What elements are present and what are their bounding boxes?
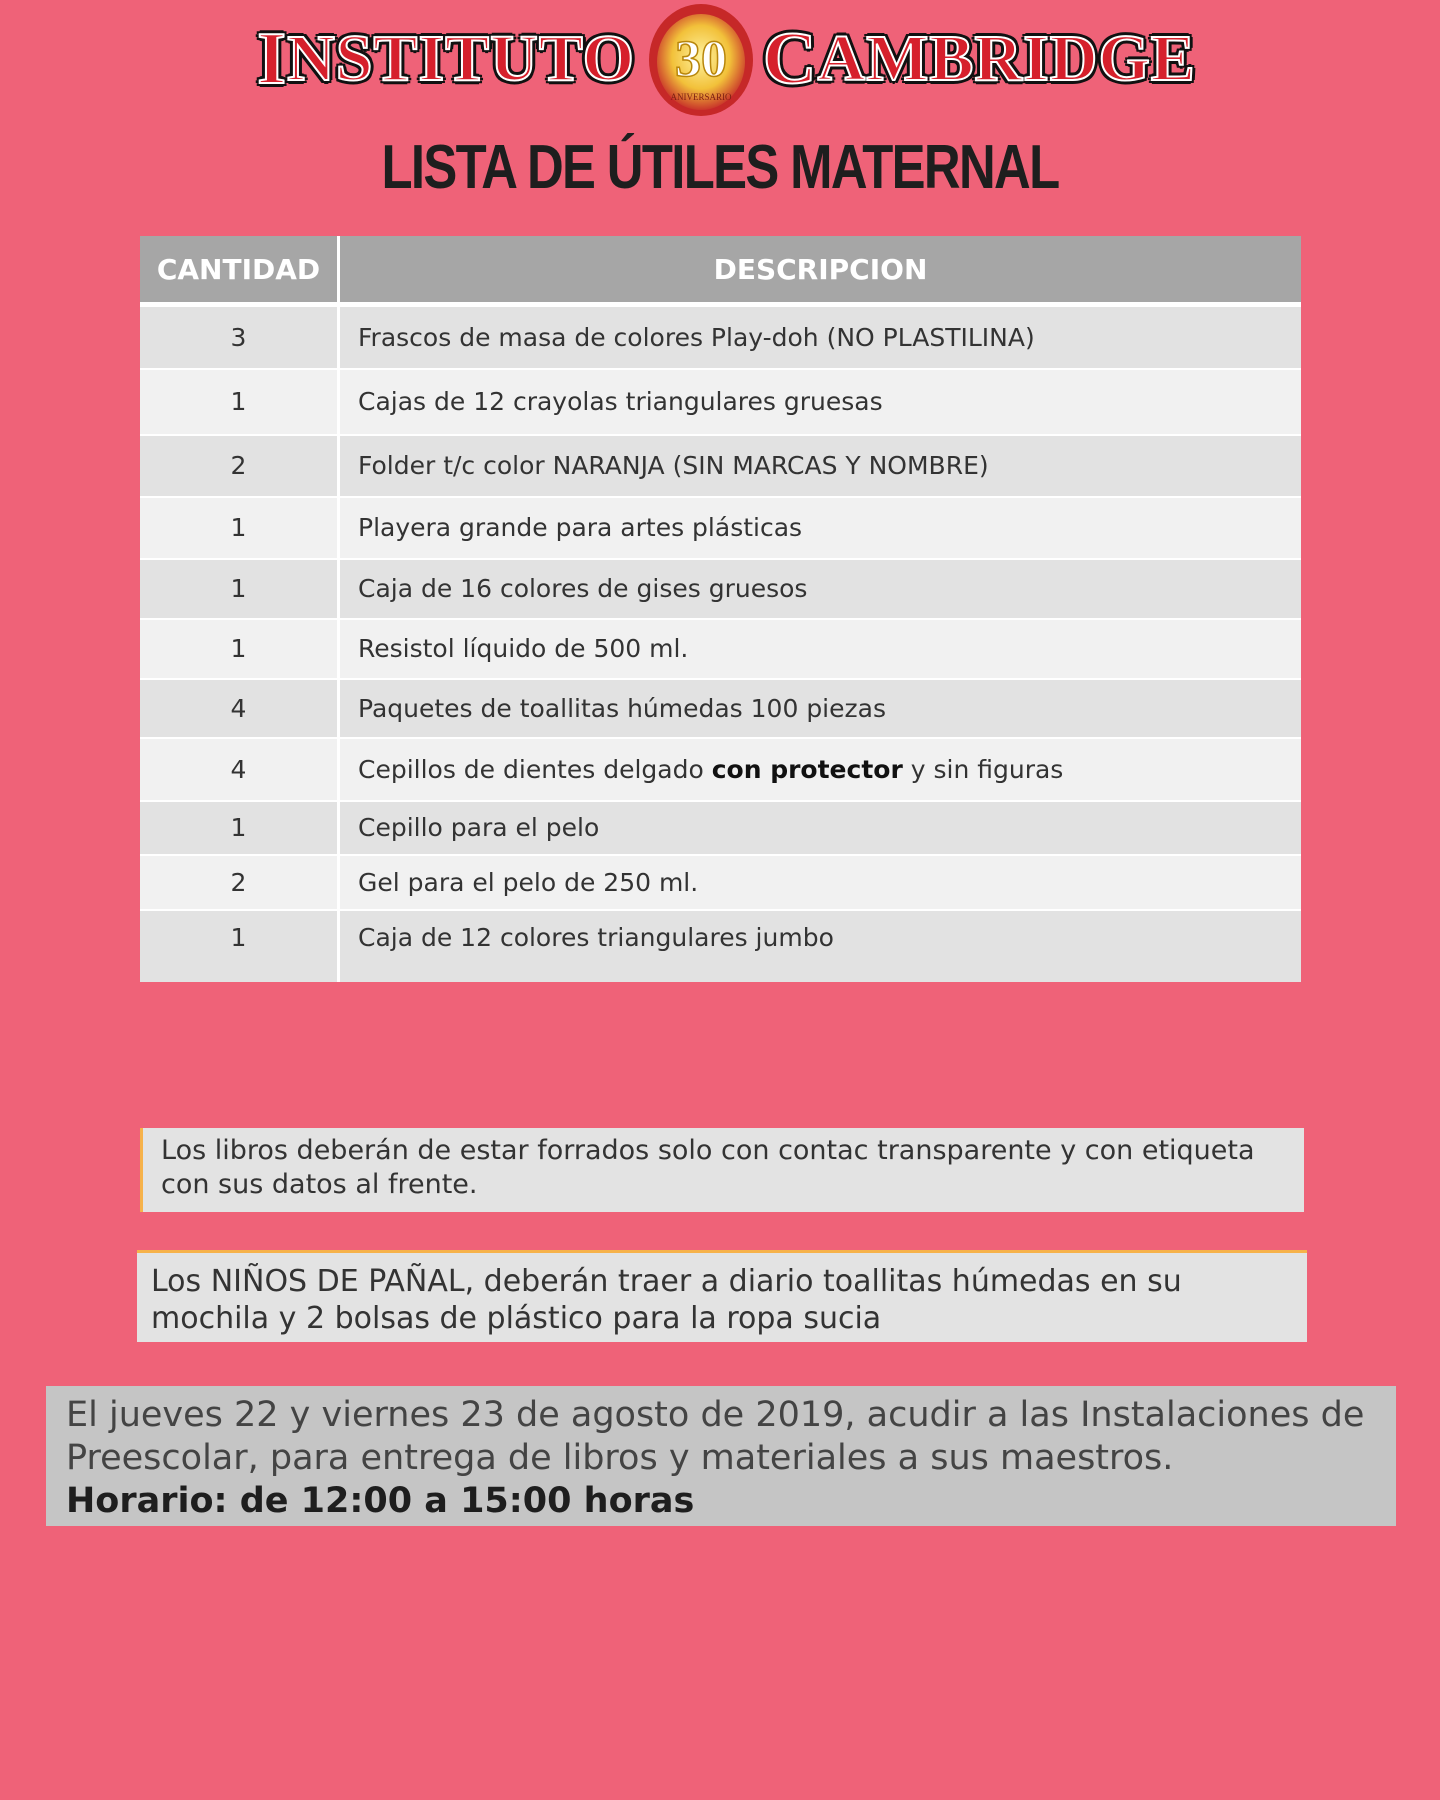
row-description: Resistol líquido de 500 ml. xyxy=(339,619,1302,679)
table-row xyxy=(140,559,1301,619)
row-description: Caja de 16 colores de gises gruesos xyxy=(339,559,1302,619)
schedule-text: Horario: de 12:00 a 15:00 horas xyxy=(66,1481,695,1521)
table-row xyxy=(140,369,1301,435)
table-row xyxy=(140,801,1301,855)
row-description-bold: con protector xyxy=(711,754,903,784)
row-quantity: 1 xyxy=(140,801,339,855)
column-header-quantity: CANTIDAD xyxy=(140,236,339,305)
row-description: Playera grande para artes plásticas xyxy=(339,497,1302,559)
row-quantity: 1 xyxy=(140,559,339,619)
row-description: Caja de 12 colores triangulares jumbo xyxy=(339,910,1302,982)
row-description: Frascos de masa de colores Play-doh (NO PLASTILINA) xyxy=(339,305,1302,369)
row-description: Cepillo para el pelo xyxy=(339,801,1302,855)
row-quantity: 2 xyxy=(140,855,339,910)
row-description: Cajas de 12 crayolas triangulares gruesas xyxy=(339,369,1302,435)
row-description-post: y sin figuras xyxy=(902,754,1064,784)
row-description xyxy=(339,738,1302,801)
table-row xyxy=(140,679,1301,738)
row-description: Folder t/c color NARANJA (SIN MARCAS Y NOMBRE) xyxy=(339,435,1302,497)
seal-text: ANIVERSARIO xyxy=(670,92,732,102)
anniversary-30-seal-icon xyxy=(645,2,757,120)
table-row xyxy=(140,855,1301,910)
row-quantity: 2 xyxy=(140,435,339,497)
table-row xyxy=(140,619,1301,679)
row-quantity: 1 xyxy=(140,910,339,982)
delivery-note xyxy=(46,1386,1396,1526)
page-title: LISTA DE ÚTILES MATERNAL xyxy=(381,133,1059,202)
books-note: Los libros deberán de estar forrados solo con contac transparente y con etiqueta con sus datos al frente. xyxy=(140,1128,1304,1212)
row-quantity: 3 xyxy=(140,305,339,369)
table-header-row xyxy=(140,236,1301,305)
row-description-pre: Cepillos de dientes delgado xyxy=(358,754,712,784)
row-quantity: 1 xyxy=(140,497,339,559)
table-row xyxy=(140,435,1301,497)
table-row xyxy=(140,910,1301,982)
brand-cambridge: C AMBRIDGE xyxy=(763,17,1196,100)
row-quantity: 1 xyxy=(140,619,339,679)
row-description: Gel para el pelo de 250 ml. xyxy=(339,855,1302,910)
row-quantity: 1 xyxy=(140,369,339,435)
row-quantity: 4 xyxy=(140,738,339,801)
supplies-table xyxy=(140,236,1301,982)
table-row xyxy=(140,305,1301,369)
row-quantity: 4 xyxy=(140,679,339,738)
diapers-note: Los NIÑOS DE PAÑAL, deberán traer a diario toallitas húmedas en su mochila y 2 bolsas de plástico para la ropa sucia xyxy=(137,1250,1307,1342)
column-header-description: DESCRIPCION xyxy=(339,236,1302,305)
delivery-text: El jueves 22 y viernes 23 de agosto de 2019, acudir a las Instalaciones de Preescolar, para entrega de libros y materiales a sus maestros. xyxy=(66,1395,1365,1478)
row-description: Paquetes de toallitas húmedas 100 piezas xyxy=(339,679,1302,738)
seal-number: 30 xyxy=(675,31,727,88)
brand-instituto: I NSTITUTO xyxy=(257,17,635,100)
table-row xyxy=(140,497,1301,559)
header xyxy=(0,0,1440,130)
table-row xyxy=(140,738,1301,801)
